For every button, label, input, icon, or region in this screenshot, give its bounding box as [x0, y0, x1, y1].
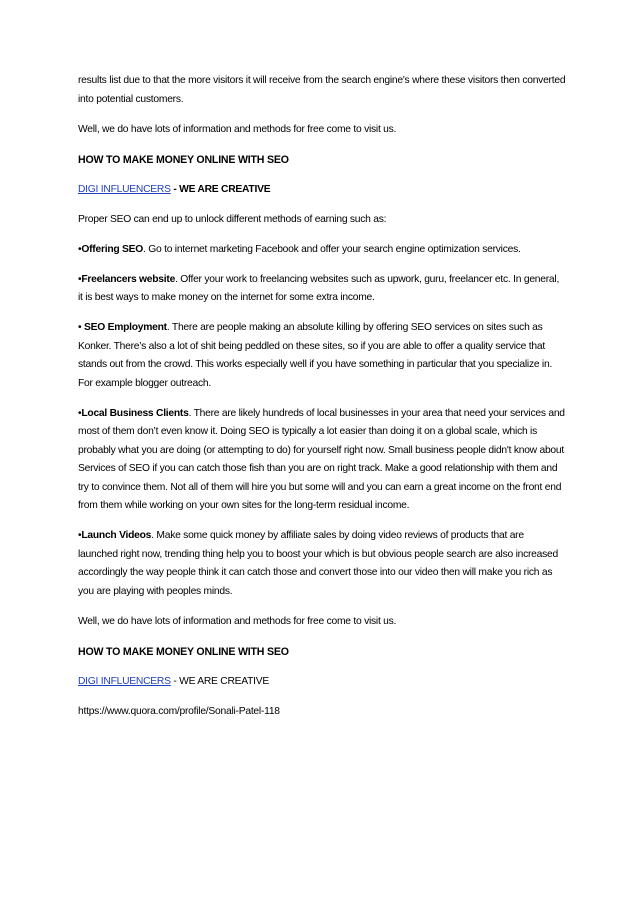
bullet: • — [78, 273, 82, 285]
list-item — [78, 271, 566, 308]
item-text: . There are people making an absolute killing by offering SEO services on sites such as Konker. There’s also a lot of shit being peddled on these sites, so if you are able to offer a quality service that stands out from the crowd. This works especially well if you have something in particular that you specialize in. For example blogger outreach. — [78, 322, 553, 389]
brand-line — [78, 181, 566, 200]
visit-us-paragraph: Well, we do have lots of information and methods for free come to visit us. — [78, 615, 397, 627]
item-text: . There are likely hundreds of local businesses in your area that need your services and most of them don’t even know it. Doing SEO is typically a lot easier than doing it on a global scale, which is probably what you are doing (or attempting to do) for yourself right now. Small business people didn't know about Services of SEO if you can catch those fish than you are on right track. Make a good relationship with them and try to convince them. Not all of them will hire you but some will and you can earn a great income on the front end from them while working on your own sites for the long-term residual income. — [78, 407, 565, 511]
bullet: • — [78, 322, 84, 333]
list-item — [78, 319, 566, 393]
item-text: . Make some quick money by affiliate sales by doing video reviews of products that are launched right now, trending thing help you to boost your which is but obvious people search are also increased accordingly the way people think it can catch those and convert those into our video then will make you rich as you are playing with peoples minds. — [78, 530, 558, 597]
item-text: . Go to internet marketing Facebook and offer your search engine optimization services. — [143, 243, 521, 255]
document-page — [78, 72, 566, 721]
section-heading: HOW TO MAKE MONEY ONLINE WITH SEO — [78, 153, 289, 166]
list-item — [78, 527, 566, 601]
list-item — [78, 241, 566, 260]
list-item — [78, 405, 566, 516]
digi-influencers-link[interactable]: DIGI INFLUENCERS — [78, 183, 171, 195]
earning-intro: Proper SEO can end up to unlock different methods of earning such as: — [78, 213, 387, 225]
item-text: . Offer your work to freelancing websites such as upwork, guru, freelancer etc. In general, it is best ways to make money on the internet for some extra income. — [78, 273, 560, 303]
item-title: Offering SEO — [81, 243, 144, 255]
visit-us-paragraph: Well, we do have lots of information and methods for free come to visit us. — [78, 123, 397, 135]
intro-paragraph: results list due to that the more visitors it will receive from the search engine's where these visitors then converted into potential customers. — [78, 75, 566, 105]
item-title: Local Business Clients — [81, 407, 189, 419]
profile-url: https://www.quora.com/profile/Sonali-Patel-118 — [78, 705, 280, 717]
section-heading: HOW TO MAKE MONEY ONLINE WITH SEO — [78, 645, 289, 658]
bullet: • — [78, 407, 82, 419]
bullet: • — [78, 530, 82, 541]
item-title: Freelancers website — [81, 273, 176, 285]
bullet: • — [78, 243, 82, 255]
item-title: Launch Videos — [81, 530, 152, 541]
brand-tagline: - WE ARE CREATIVE — [170, 183, 271, 195]
brand-line — [78, 673, 566, 692]
item-title: SEO Employment — [83, 322, 167, 333]
brand-tagline: - WE ARE CREATIVE — [170, 675, 269, 687]
digi-influencers-link[interactable]: DIGI INFLUENCERS — [78, 675, 171, 687]
